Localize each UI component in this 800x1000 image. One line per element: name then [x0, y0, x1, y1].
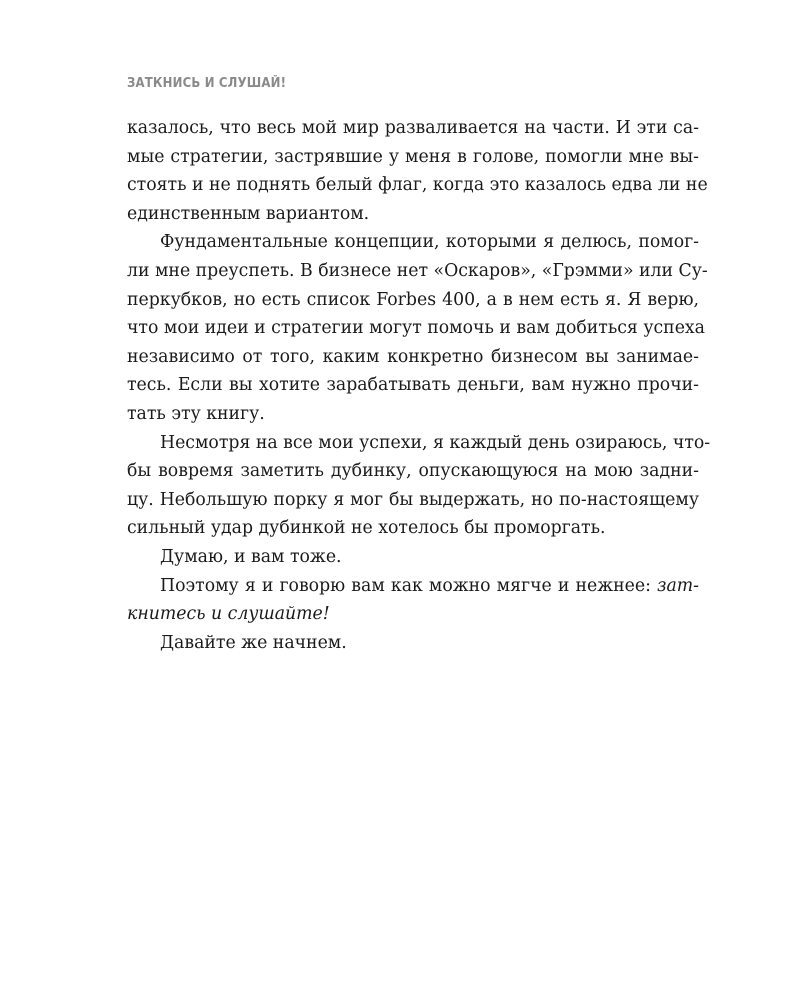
paragraph-first-line	[127, 572, 699, 601]
text-line: единственным вариантом.	[127, 203, 370, 224]
text-line: тесь. Если вы хотите зарабатывать деньги, вам нужно прочи-	[127, 375, 699, 396]
text-line: казалось, что весь мой мир разваливается на части. И эти са-	[127, 118, 699, 138]
text-line: мые стратегии, застрявшие у меня в голове, помогли мне вы-	[127, 146, 699, 167]
paragraph-first-line: Думаю, и вам тоже.	[160, 546, 342, 567]
text-line: цу. Небольшую порку я мог бы выдержать, но по-настоящему	[127, 489, 699, 510]
text-line: независимо от того, каким конкретно бизнесом вы занимае-	[127, 346, 699, 367]
paragraph-first-line: Фундаментальные концепции, которыми я делюсь, помог-	[160, 232, 699, 253]
text-line: стоять и не поднять белый флаг, когда это казалось едва ли не	[127, 175, 708, 196]
text-segment: Поэтому я и говорю вам как можно мягче и нежнее:	[160, 575, 658, 596]
italic-segment: зат-	[657, 575, 699, 596]
text-line: тать эту книгу.	[127, 403, 265, 424]
text-line: сильный удар дубинкой не хотелось бы проморгать.	[127, 518, 606, 539]
paragraph-first-line: Давайте же начнем.	[160, 632, 347, 653]
running-head: ЗАТКНИСЬ И СЛУШАЙ!	[127, 76, 287, 91]
italic-line: книтесь и слушайте!	[127, 604, 330, 625]
text-line: что мои идеи и стратегии могут помочь и вам добиться успеха	[127, 318, 705, 339]
text-line: перкубков, но есть список Forbes 400, а в нем есть я. Я верю,	[127, 289, 699, 310]
text-line: ли мне преуспеть. В бизнесе нет «Оскаров», «Грэмми» или Су-	[127, 260, 708, 281]
paragraph-first-line: Несмотря на все мои успехи, я каждый день озираюсь, что-	[160, 432, 711, 453]
page-body-text	[127, 114, 711, 657]
text-line: бы вовремя заметить дубинку, опускающуюся на мою задни-	[127, 461, 699, 482]
